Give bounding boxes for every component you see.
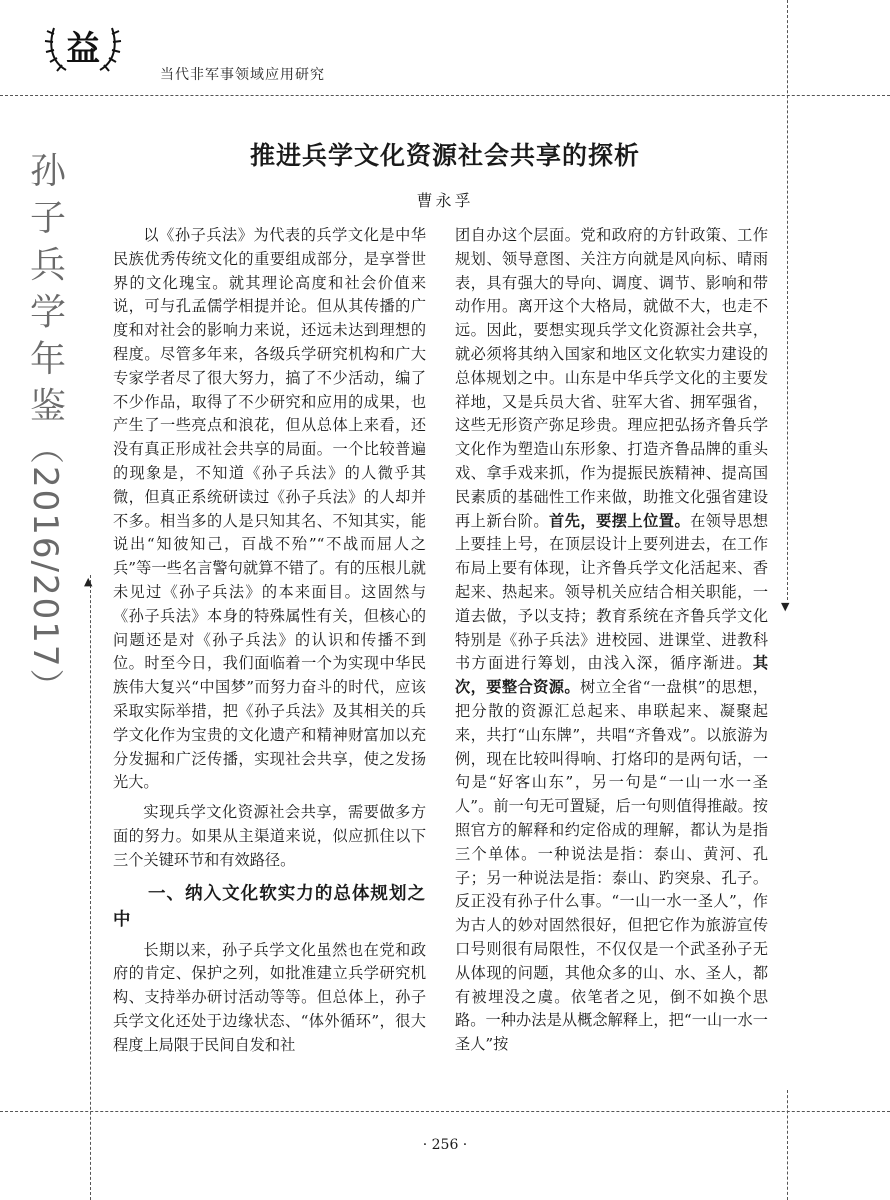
emphasis-second: 其次，要整合资源。 <box>455 654 768 697</box>
emphasis-first: 首先，要摆上位置。 <box>549 511 691 530</box>
side-title <box>25 148 68 705</box>
running-header: 当代非军事领域应用研究 <box>160 67 325 83</box>
yearbook-logo <box>38 18 128 76</box>
right-column <box>455 224 768 1057</box>
side-title-char: 孙 <box>29 151 66 192</box>
footer-dash-line <box>0 1111 890 1112</box>
article-title: 推进兵学文化资源社会共享的探析 <box>249 141 640 170</box>
paragraph-text: 在领导思想上要挂上号，在顶层设计上要列进去，在工作布局上要有体现，让齐鲁兵学文化活起来、香起来、热起来。领导机关应结合相关职能，一道去做，予以支持；教育系统在齐鲁兵学文化特别是《孙子兵法》进校园、进课堂、进教科书方面进行筹划，由浅入深，循序渐进。 <box>455 511 769 673</box>
arrow-down-icon: ▼ <box>781 600 790 613</box>
logo-glyph: 益 <box>66 29 100 69</box>
side-title-char: 年 <box>29 339 66 380</box>
paragraph: 实现兵学文化资源社会共享，需要做多方面的努力。如果从主渠道来说，似应抓住以下三个关键环节和有效路径。 <box>113 803 426 869</box>
right-dash-line <box>787 0 788 600</box>
laurel-right-icon <box>100 28 121 71</box>
side-title-year-wrap <box>25 430 68 705</box>
paragraph: 以《孙子兵法》为代表的兵学文化是中华民族优秀传统文化的重要组成部分，是享誉世界的文化瑰宝。就其理论高度和社会价值来说，可与孔孟儒学相提并论。但从其传播的广度和对社会的影响力来说，还远未达到理想的程度。尽管多年来，各级兵学研究机构和广大专家学者尽了很大努力，搞了不少活动，编了不少作品，取得了不少研究和应用的成果，也产生了一些亮点和浪花，但从总体上来看，还没有真正形成社会共享的局面。一个比较普遍的现象是，不知道《孙子兵法》的人微乎其微，但真正系统研读过《孙子兵法》的人却并不多。相当多的人是只知其名、不知其实，能说出“知彼知己，百战不殆”“不战而屈人之兵”等一些名言警句就算不错了。有的压根儿就未见过《孙子兵法》的本来面目。这固然与《孙子兵法》本身的特殊属性有关，但核心的问题还是对《孙子兵法》的认识和传播不到位。时至今日，我们面临着一个为实现中华民族伟大复兴“中国梦”而努力奋斗的时代，应该采取实际举措，把《孙子兵法》及其相关的兵学文化作为宝贵的文化遗产和精神财富加以充分发掘和广泛传播，实现社会共享，使之发扬光大。 <box>113 226 426 792</box>
paragraph-text: 树立全省“一盘棋”的思想，把分散的资源汇总起来、串联起来、凝聚起来，共打“山东牌”，共唱“齐鲁戏”。以旅游为例，现在比较叫得响、打烙印的是两句话，一句是“好客山东”，另一句是“一山一水一圣人”。前一句无可置疑，后一句则值得推敲。按照官方的解释和约定俗成的理解，都认为是指三个单体。一种说法是指：泰山、黄河、孔子；另一种说法是指：泰山、趵突泉、孔子。反正没有孙子什么事。“一山一水一圣人”，作为古人的妙对固然很好，但把它作为旅游宣传口号则很有局限性，不仅仅是一个武圣孙子无从体现的问题，其他众多的山、水、圣人，都有被埋没之虞。依笔者之见，倒不如换个思路。一种办法是从概念解释上，把“一山一水一圣人”按 <box>455 678 768 1054</box>
laurel-left-icon <box>45 28 66 71</box>
left-dash-line <box>90 575 91 1200</box>
side-title-char: 鉴 <box>29 386 66 427</box>
page-number: · 256 · <box>422 1137 468 1153</box>
paragraph-text: 团自办这个层面。党和政府的方针政策、工作规划、领导意图、关注方向就是风向标、晴雨表，具有强大的导向、调度、调节、影响和带动作用。离开这个大格局，就做不大，也走不远。因此，要想实现兵学文化资源社会共享，就必须将其纳入国家和地区文化软实力建设的总体规划之中。山东是中华兵学文化的主要发祥地，又是兵员大省、驻军大省、拥军强省，这些无形资产弥足珍贵。理应把弘扬齐鲁兵学文化作为塑造山东形象、打造齐鲁品牌的重头戏、拿手戏来抓，作为提振民族精神、提高国民素质的基础性工作来做，助推文化强省建设再上新台阶。 <box>455 226 768 530</box>
side-title-char: 子 <box>29 198 66 239</box>
left-column <box>113 224 426 1058</box>
header-dash-line <box>0 95 890 96</box>
paragraph <box>455 224 768 1057</box>
article-author: 曹永孚 <box>416 191 474 210</box>
side-title-char: 兵 <box>29 245 66 286</box>
section-heading: 一、纳入文化软实力的总体规划之中 <box>113 883 426 930</box>
arrow-up-icon: ▲ <box>84 575 93 588</box>
paragraph: 长期以来，孙子兵学文化虽然也在党和政府的肯定、保护之列，如批准建立兵学研究机构、支持举办研讨活动等等。但总体上，孙子兵学文化还处于边缘状态、“体外循环”，很大程度上局限于民间自发和社 <box>113 940 426 1054</box>
side-title-year: （2016/2017） <box>25 430 65 705</box>
side-title-char: 学 <box>29 292 66 333</box>
